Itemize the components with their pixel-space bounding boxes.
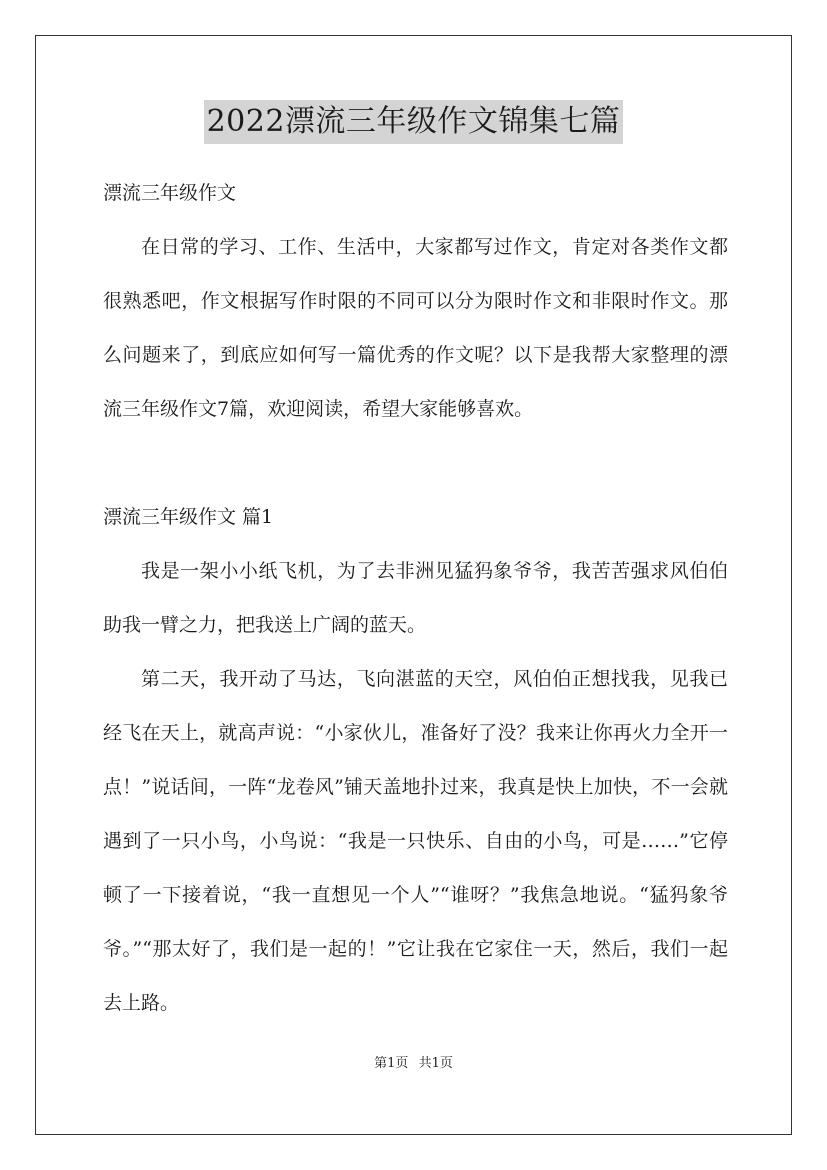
- section-heading-intro: 漂流三年级作文: [103, 182, 237, 204]
- page-footer: [0, 1055, 827, 1073]
- paragraph-essay-1-2: 第二天，我开动了马达，飞向湛蓝的天空，风伯伯正想找我，见我已经飞在天上，就高声说：“小家伙儿，准备好了没？我来让你再火力全开一点！”说话间，一阵“龙卷风”铺天盖地扑过来，我真是快上加快，不一会就遇到了一只小鸟，小鸟说：“我是一只快乐、自由的小鸟，可是……”它停顿了一下接着说，“我一直想见一个人”“谁呀？”我焦急地说。“猛犸象爷爷。”“那太好了，我们是一起的！”它让我在它家住一天，然后，我们一起去上路。: [103, 668, 728, 1014]
- paragraph-intro: 在日常的学习、工作、生活中，大家都写过作文，肯定对各类作文都很熟悉吧，作文根据写作时限的不同可以分为限时作文和非限时作文。那么问题来了，到底应如何写一篇优秀的作文呢？以下是我帮大家整理的漂流三年级作文7篇，欢迎阅读，希望大家能够喜欢。: [103, 236, 728, 420]
- page-number: 第1页: [374, 1056, 409, 1071]
- page-total: 共1页: [418, 1056, 453, 1071]
- title-container: [0, 100, 827, 144]
- paragraph-essay-1-1: 我是一架小小纸飞机，为了去非洲见猛犸象爷爷，我苦苦强求风伯伯助我一臂之力，把我送上广阔的蓝天。: [103, 560, 728, 636]
- document-title: 2022漂流三年级作文锦集七篇: [204, 100, 624, 144]
- section-heading-essay-1: 漂流三年级作文 篇1: [103, 506, 274, 528]
